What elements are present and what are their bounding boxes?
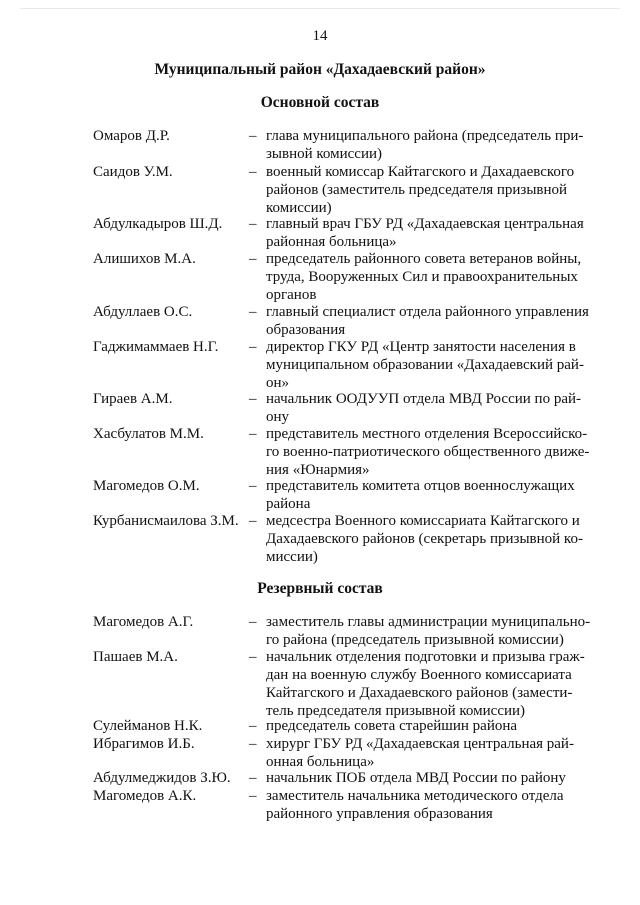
dash-separator: –: [249, 718, 257, 734]
member-role: главный специалист отдела районного управления образования: [266, 304, 589, 338]
dash-separator: –: [249, 304, 257, 320]
member-role: заместитель начальника методического отдела районного управления образования: [266, 788, 564, 822]
member-role: глава муниципального района (председатель при- зывной комиссии): [266, 128, 584, 162]
member-role: представитель комитета отцов военнослужащих района: [266, 478, 575, 512]
member-name: Хасбулатов М.М.: [93, 426, 204, 442]
member-name: Магомедов А.Г.: [93, 614, 194, 630]
dash-separator: –: [249, 426, 257, 442]
member-name: Абдуллаев О.С.: [93, 304, 193, 320]
member-name: Саидов У.М.: [93, 164, 173, 180]
member-role: заместитель главы администрации муниципально- го района (председатель призывной комиссии): [266, 614, 591, 648]
member-role: представитель местного отделения Всероссийско- го военно-патриотического общественного движе- ния «Юнармия»: [266, 426, 590, 478]
dash-separator: –: [249, 128, 257, 144]
member-role: военный комиссар Кайтагского и Дахадаевского районов (заместитель председателя призывной комиссии): [266, 164, 575, 216]
member-name: Пашаев М.А.: [93, 649, 178, 665]
member-role: председатель районного совета ветеранов войны, труда, Вооруженных Сил и правоохранительных органов: [266, 251, 582, 303]
scan-edge-mark: [20, 8, 620, 9]
dash-separator: –: [249, 164, 257, 180]
member-role: начальник ПОБ отдела МВД России по району: [266, 770, 566, 786]
member-role: директор ГКУ РД «Центр занятости населения в муниципальном образовании «Дахадаевский рай- он»: [266, 339, 584, 391]
member-name: Сулейманов Н.К.: [93, 718, 203, 734]
dash-separator: –: [249, 391, 257, 407]
dash-separator: –: [249, 478, 257, 494]
member-role: главный врач ГБУ РД «Дахадаевская центральная районная больница»: [266, 216, 584, 250]
member-name: Алишихов М.А.: [93, 251, 196, 267]
member-name: Абдулмеджидов З.Ю.: [93, 770, 231, 786]
member-role: хирург ГБУ РД «Дахадаевская центральная рай- онная больница»: [266, 736, 574, 770]
member-name: Гираев А.М.: [93, 391, 173, 407]
reserve-composition-heading: Резервный состав: [257, 580, 383, 597]
dash-separator: –: [249, 770, 257, 786]
member-name: Ибрагимов И.Б.: [93, 736, 195, 752]
member-name: Гаджимаммаев Н.Г.: [93, 339, 219, 355]
dash-separator: –: [249, 649, 257, 665]
member-role: начальник отделения подготовки и призыва граж- дан на военную службу Военного комиссариата Кайтагского и Дахадаевского районов (замести- тель председателя призывной комиссии): [266, 649, 585, 719]
member-name: Омаров Д.Р.: [93, 128, 170, 144]
member-name: Курбанисмаилова З.М.: [93, 513, 239, 529]
member-name: Магомедов О.М.: [93, 478, 200, 494]
member-role: медсестра Военного комиссариата Кайтагского и Дахадаевского районов (секретарь призывной ко- миссии): [266, 513, 583, 565]
dash-separator: –: [249, 788, 257, 804]
member-name: Магомедов А.К.: [93, 788, 197, 804]
dash-separator: –: [249, 251, 257, 267]
member-role: председатель совета старейшин района: [266, 718, 518, 734]
main-composition-heading: Основной состав: [260, 94, 380, 111]
document-title: Муниципальный район «Дахадаевский район»: [154, 61, 486, 78]
dash-separator: –: [249, 216, 257, 232]
member-name: Абдулкадыров Ш.Д.: [93, 216, 223, 232]
dash-separator: –: [249, 736, 257, 752]
page-number: 14: [312, 28, 328, 44]
dash-separator: –: [249, 614, 257, 630]
member-role: начальник ООДУУП отдела МВД России по рай- ону: [266, 391, 582, 425]
dash-separator: –: [249, 339, 257, 355]
dash-separator: –: [249, 513, 257, 529]
